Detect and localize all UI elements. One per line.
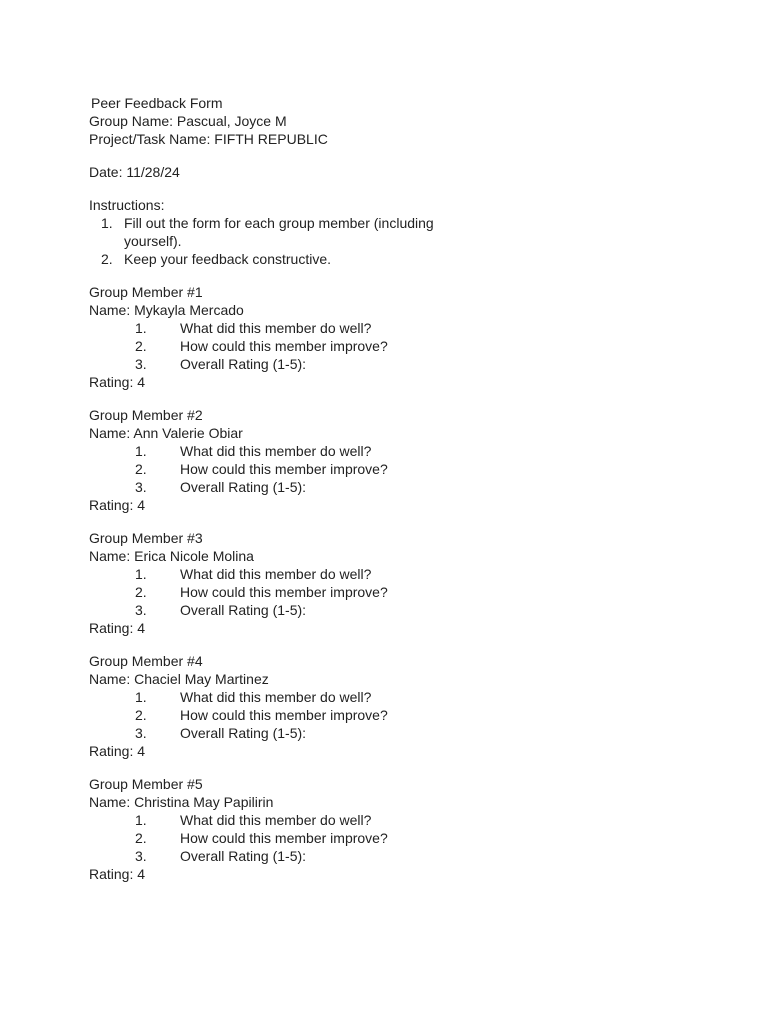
question-item [89,811,689,829]
question-item [89,565,689,583]
instruction-number: 2. [101,251,113,267]
instruction-item [89,250,469,268]
member-name: Name: Ann Valerie Obiar [89,425,243,441]
project-name: Project/Task Name: FIFTH REPUBLIC [89,131,328,147]
member-name: Name: Chaciel May Martinez [89,671,269,687]
member-rating: Rating: 4 [89,743,146,759]
question-item [89,355,689,373]
question-item [89,601,689,619]
instruction-text: Keep your feedback constructive. [124,251,332,267]
question-number: 2. [135,584,147,600]
member-name: Name: Mykayla Mercado [89,302,244,318]
question-number: 3. [135,602,147,618]
question-list [89,319,689,373]
question-text: What did this member do well? [180,689,372,705]
instructions-list [89,214,689,268]
member-heading: Group Member #2 [89,407,203,423]
member-name: Name: Erica Nicole Molina [89,548,254,564]
question-text: Overall Rating (1-5): [180,848,307,864]
question-item [89,847,689,865]
question-text: Overall Rating (1-5): [180,725,307,741]
question-text: What did this member do well? [180,443,372,459]
question-number: 3. [135,479,147,495]
member-heading: Group Member #4 [89,653,203,669]
question-number: 1. [135,689,147,705]
question-text: How could this member improve? [180,338,388,354]
question-item [89,319,689,337]
question-number: 3. [135,725,147,741]
form-date: Date: 11/28/24 [89,164,180,180]
member-block [89,283,689,391]
form-title: Peer Feedback Form [91,95,223,111]
document-page [89,94,689,883]
question-number: 2. [135,830,147,846]
question-item [89,442,689,460]
question-item [89,706,689,724]
group-name: Group Name: Pascual, Joyce M [89,113,287,129]
question-text: How could this member improve? [180,707,388,723]
member-rating: Rating: 4 [89,374,146,390]
question-item [89,337,689,355]
member-block [89,406,689,514]
question-text: How could this member improve? [180,584,388,600]
question-item [89,478,689,496]
question-text: How could this member improve? [180,461,388,477]
question-text: How could this member improve? [180,830,388,846]
member-heading: Group Member #3 [89,530,203,546]
question-item [89,724,689,742]
question-item [89,688,689,706]
member-block [89,652,689,760]
member-rating: Rating: 4 [89,497,146,513]
member-heading: Group Member #5 [89,776,203,792]
instruction-number: 1. [101,215,113,231]
question-item [89,583,689,601]
instructions-heading: Instructions: [89,197,165,213]
question-text: What did this member do well? [180,812,372,828]
question-number: 1. [135,566,147,582]
question-number: 2. [135,707,147,723]
member-rating: Rating: 4 [89,866,146,882]
instruction-item [89,214,469,250]
question-number: 2. [135,338,147,354]
question-text: Overall Rating (1-5): [180,602,307,618]
question-list [89,565,689,619]
question-item [89,829,689,847]
member-name: Name: Christina May Papilirin [89,794,274,810]
member-block [89,775,689,883]
question-list [89,811,689,865]
question-number: 3. [135,848,147,864]
question-number: 3. [135,356,147,372]
question-list [89,442,689,496]
question-list [89,688,689,742]
question-number: 1. [135,443,147,459]
question-item [89,460,689,478]
question-number: 1. [135,320,147,336]
member-rating: Rating: 4 [89,620,146,636]
member-block [89,529,689,637]
member-heading: Group Member #1 [89,284,203,300]
question-number: 1. [135,812,147,828]
question-text: What did this member do well? [180,320,372,336]
question-text: Overall Rating (1-5): [180,479,307,495]
question-text: What did this member do well? [180,566,372,582]
instruction-text: Fill out the form for each group member (including yourself). [124,215,434,249]
question-number: 2. [135,461,147,477]
question-text: Overall Rating (1-5): [180,356,307,372]
